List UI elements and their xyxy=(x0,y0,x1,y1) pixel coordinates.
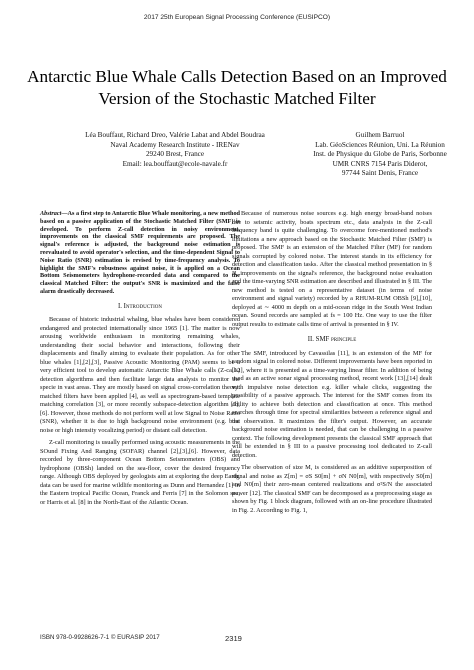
section-heading-introduction: I. Introduction xyxy=(117,302,163,310)
section-heading-smf-principle: II. SMF principle xyxy=(307,336,357,343)
abstract-text: —As a first step to Antarctic Blue Whale monitoring, a new method based on a passive application of the Stochastic Matched Filter (SMF) is developed. To perform Z-call detection in noisy environment, improvements on the classical SMF requirements are proposed. The signal's reference is adjusted, the background noise estimation is reevaluated to avoid operator's selection, and the time-dependent Signal to Noise Ratio (SNR) estimation is revised by time-frequency analysis. To highlight the SMF's robustness against noise, it is applied on a Ocean Bottom Seismometers hydrophone-recorded data and compared to the classical Matched Filter: the output's SNR is maximized and the false alarm drastically decreased. xyxy=(40,210,240,295)
author-names: Guilhem Barruol xyxy=(355,131,405,139)
page-number: 2319 xyxy=(225,634,242,643)
email: Email: lea.bouffaut@ecole-navale.fr xyxy=(122,159,228,168)
institution: Inst. de Physique du Globe de Paris, Sorbonne xyxy=(313,150,447,159)
left-column xyxy=(40,210,240,511)
address: 97744 Saint Denis, France xyxy=(341,169,419,178)
institution: Lab. GéoSciences Réunion, Uni. La Réunion xyxy=(315,140,445,149)
right-column xyxy=(232,210,432,519)
paragraph: Because of historic industrial whaling, blue whales have been considered endangered and protected internationally since 1965 [1]. The matter is now arousing worldwide enthusiasm in monitoring remaining whales, understanding their social behavior and interactions, following their displacements and finally aiming to evaluate their population. As for other blue whales [1],[2],[3], Passive Acoustic Monitoring (PAM) seems to be a very efficient tool to develop automatic Antarctic Blue Whale calls (Z-calls) detection algorithms and then facilitate large data analysis to monitor the specie in vast areas. They are mostly based on signal cross-correlation theory: matched filters have been applied [4], as well as spectrogram-based template matching correlation [3], or more recently subspace-detection algorithm [5],[6]. However, those methods do not perform well at low Signal to Noise Ratio (SNR), whether it is due to high background noise environment (e.g. boat noise or high intensity vocalizing period) or distant call detection. xyxy=(40,316,240,434)
conference-header: 2017 25th European Signal Processing Conference (EUSIPCO) xyxy=(143,14,331,21)
paragraph: Z-call monitoring is usually performed using acoustic measurements in the SOund Fixing And Ranging (SOFAR) channel [2],[3],[6]. However, data recorded by three-component Ocean Bottom Seismometers (OBS) and hydrophone (OBSh) landed on the sea-floor, cover the desired frequency range. Although OBS deployed by geologists aim at exploring the deep Earth, data can be used for marine wildlife monitoring as Dunn and Hernandez [1] in the Eastern tropical Pacific Ocean, Franck and Ferris [7] in the Solomon sea, or Harris et al. [8] in the North-East of the Atlantic Ocean. xyxy=(40,439,240,506)
address: 29240 Brest, France xyxy=(145,150,205,159)
abstract xyxy=(40,210,240,296)
paragraph: The SMF, introduced by Cavassilas [11], is an extension of the MF for random signal in colored noise. Different improvements have been reported in [12], where it is presented as a time-varying linear filter. In addition of being used as an active sonar signal processing method, recent work [13],[14] dealt with impulsive noise detection e.g. killer whale clicks, suggesting the possibility of a passive approach. The interest for the SMF comes from its ability to achieve both detection and classification at once. This method searches through time for spectral similarities between a reference signal and the observation. It maximizes the filter's output. However, an accurate background noise estimation is needed, that can be challenging in a passive context. The following development presents the classical SMF approach that will be extended in § III to a passive processing tool dedicated to Z-call detection. xyxy=(232,349,432,459)
institution: Naval Academy Research Institute - IRENav xyxy=(110,140,240,149)
address: UMR CNRS 7154 Paris Diderot, xyxy=(332,159,428,168)
abstract-label: Abstract xyxy=(40,210,62,217)
paper-title: Antarctic Blue Whale Calls Detection Based on an Improved Version of the Stochastic Matched Filter xyxy=(27,67,447,108)
author-names: Léa Bouffaut, Richard Dreo, Valérie Labat and Abdel Boudraa xyxy=(85,131,265,139)
paragraph: The observation of size M, is considered as an additive superposition of signal and noise as Z[m] = σS S0[m] + σN N0[m], with respectively S0[m] and N0[m] their zero-mean centered realizations and σ²S/N the associated power [12]. The classical SMF can be decomposed as a preprocessing stage as shown by Fig. 1 block diagram, followed with an on-line procedure illustrated in Fig. 2. According to Fig. 1, xyxy=(232,464,432,514)
paragraph: Because of numerous noise sources e.g. high energy broad-band noises due to seismic activity, boats spectrum etc., data analysis in the Z-call frequency band is quite challenging. To overcome fore-mentioned method's limitations a new approach based on the Stochastic Matched Filter (SMF) is proposed. The SMF is an extension of the Matched Filter (MF) for random signals corrupted by colored noise. The interest stands in its efficiency for detection and classification tasks. After the classical method presentation in § II, improvements on the signal's reference, the background noise evaluation and the time-varying SNR estimation are described and illustrated in § III. The new method is tested on a representative dataset (in terms of noise environment and signal variety) recorded by a RHUM-RUM OBSh [9],[10], deployed at ∼ 4000 m depth on a mid-ocean ridge in the South West Indian ocean. Sound records are sampled at fs = 100 Hz. One way to use the filter output results to estimate calls time of arrival is presented in § IV. xyxy=(232,210,432,328)
isbn: ISBN 978-0-9928626-7-1 © EURASIP 2017 xyxy=(40,634,160,641)
affiliation-right xyxy=(265,131,474,179)
